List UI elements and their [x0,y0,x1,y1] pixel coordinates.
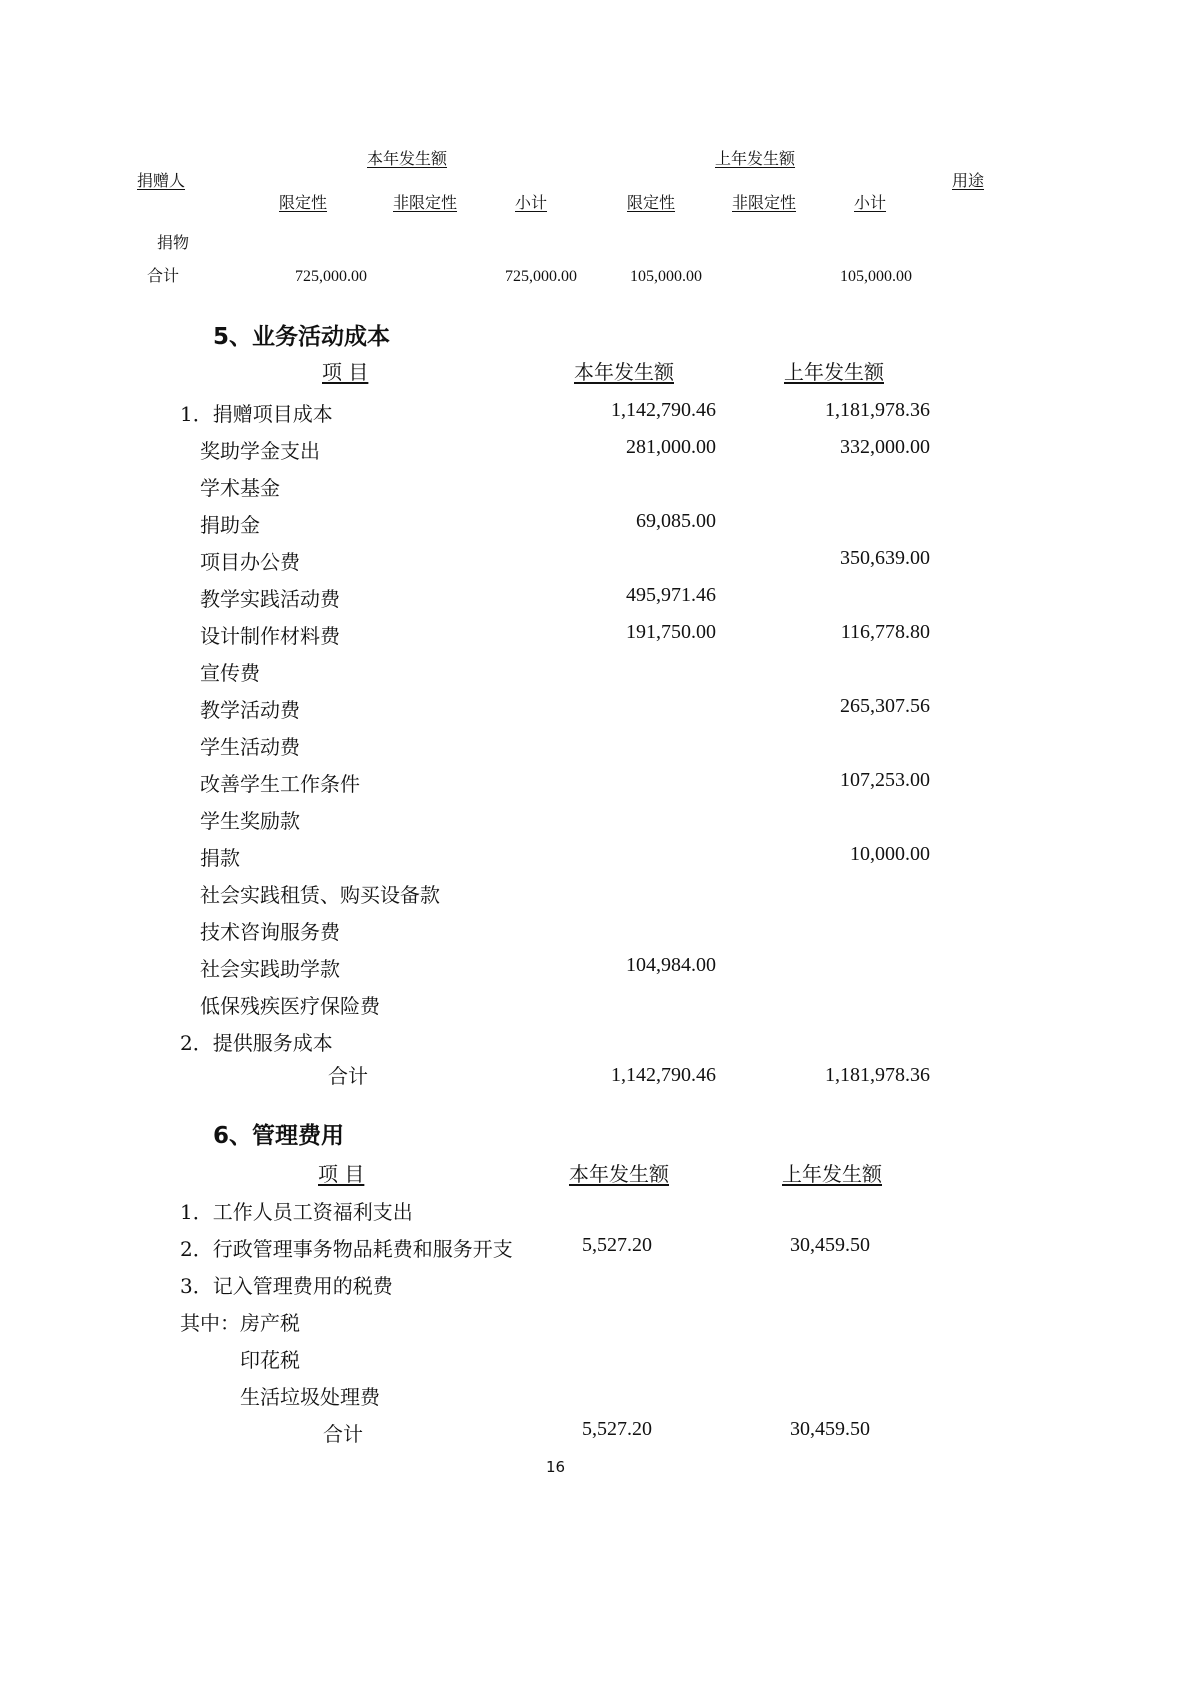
donation-total-current-restricted: 725,000.00 [295,268,367,285]
section5-col-item: 项 目 [322,360,369,384]
section6-heading: 6、管理费用 [213,1123,345,1149]
section5-row-label: 宣传费 [200,661,260,685]
section6-row-current: 5,527.20 [582,1234,652,1256]
donation-sub-restricted-prior: 限定性 [627,193,676,212]
donation-header-prior-year: 上年发生额 [715,149,796,168]
section5-row-label: 学生活动费 [200,735,300,759]
donation-sub-subtotal-current: 小计 [515,193,548,212]
section5-row-label: 技术咨询服务费 [200,920,340,944]
section6-total-label: 合计 [323,1422,363,1446]
section5-row-prior: 332,000.00 [840,436,930,458]
section5-row-prior: 116,778.80 [840,621,930,643]
section6-row-label: 1．工作人员工资福利支出 [180,1200,413,1224]
section5-row-current: 104,984.00 [626,954,716,976]
section5-row-prior: 10,000.00 [850,843,930,865]
section5-row-label: 1．捐赠项目成本 [180,402,333,426]
section6-row-label: 2．行政管理事务物品耗费和服务开支 [180,1237,513,1261]
donation-total-prior-subtotal: 105,000.00 [840,268,912,285]
section6-total-current: 5,527.20 [582,1418,652,1440]
section5-row-label: 学生奖励款 [200,809,300,833]
section5-row-prior: 350,639.00 [840,547,930,569]
section5-row-current: 495,971.46 [626,584,716,606]
section5-row-label: 2．提供服务成本 [180,1031,333,1055]
section5-row-current: 69,085.00 [636,510,716,532]
section5-row-label: 教学活动费 [200,698,300,722]
section5-total-prior: 1,181,978.36 [825,1064,930,1086]
section5-row-prior: 107,253.00 [840,769,930,791]
section5-row-prior: 265,307.56 [840,695,930,717]
section5-row-label: 设计制作材料费 [200,624,340,648]
donation-sub-restricted-current: 限定性 [279,193,328,212]
donation-sub-unrestricted-prior: 非限定性 [732,193,797,212]
section5-row-label: 社会实践助学款 [200,957,340,981]
section6-row-prior: 30,459.50 [790,1234,870,1256]
section5-row-current: 281,000.00 [626,436,716,458]
section5-row-label: 学术基金 [200,476,280,500]
section5-col-prior: 上年发生额 [784,360,884,384]
donation-row-total-label: 合计 [147,266,180,285]
page-number: 16 [546,1458,566,1476]
section5-row-label: 捐款 [200,846,240,870]
section6-total-prior: 30,459.50 [790,1418,870,1440]
section5-row-prior: 1,181,978.36 [825,399,930,421]
section6-col-prior: 上年发生额 [782,1162,882,1186]
section5-row-label: 教学实践活动费 [200,587,340,611]
donation-sub-unrestricted-current: 非限定性 [393,193,458,212]
section6-row-label: 印花税 [240,1348,300,1372]
donation-header-purpose: 用途 [952,171,985,190]
section5-row-label: 捐助金 [200,513,260,537]
donation-header-donor: 捐赠人 [137,171,186,190]
section5-row-label: 改善学生工作条件 [200,772,360,796]
donation-sub-subtotal-prior: 小计 [854,193,887,212]
donation-total-current-subtotal: 725,000.00 [505,268,577,285]
section5-heading: 5、业务活动成本 [213,324,391,350]
section5-row-current: 191,750.00 [626,621,716,643]
section5-total-label: 合计 [328,1064,368,1088]
section5-row-label: 低保残疾医疗保险费 [200,994,380,1018]
section6-col-item: 项 目 [318,1162,365,1186]
section6-row-label: 生活垃圾处理费 [240,1385,380,1409]
section5-row-current: 1,142,790.46 [611,399,716,421]
section6-row-label: 3．记入管理费用的税费 [180,1274,393,1298]
section5-total-current: 1,142,790.46 [611,1064,716,1086]
section6-col-current: 本年发生额 [569,1162,669,1186]
section5-row-label: 项目办公费 [200,550,300,574]
donation-row-goods-label: 捐物 [157,233,190,252]
section5-col-current: 本年发生额 [574,360,674,384]
section6-row-label: 其中：房产税 [180,1311,300,1335]
donation-header-current-year: 本年发生额 [367,149,448,168]
section5-row-label: 奖助学金支出 [200,439,320,463]
section5-row-label: 社会实践租赁、购买设备款 [200,883,440,907]
donation-total-prior-restricted: 105,000.00 [630,268,702,285]
